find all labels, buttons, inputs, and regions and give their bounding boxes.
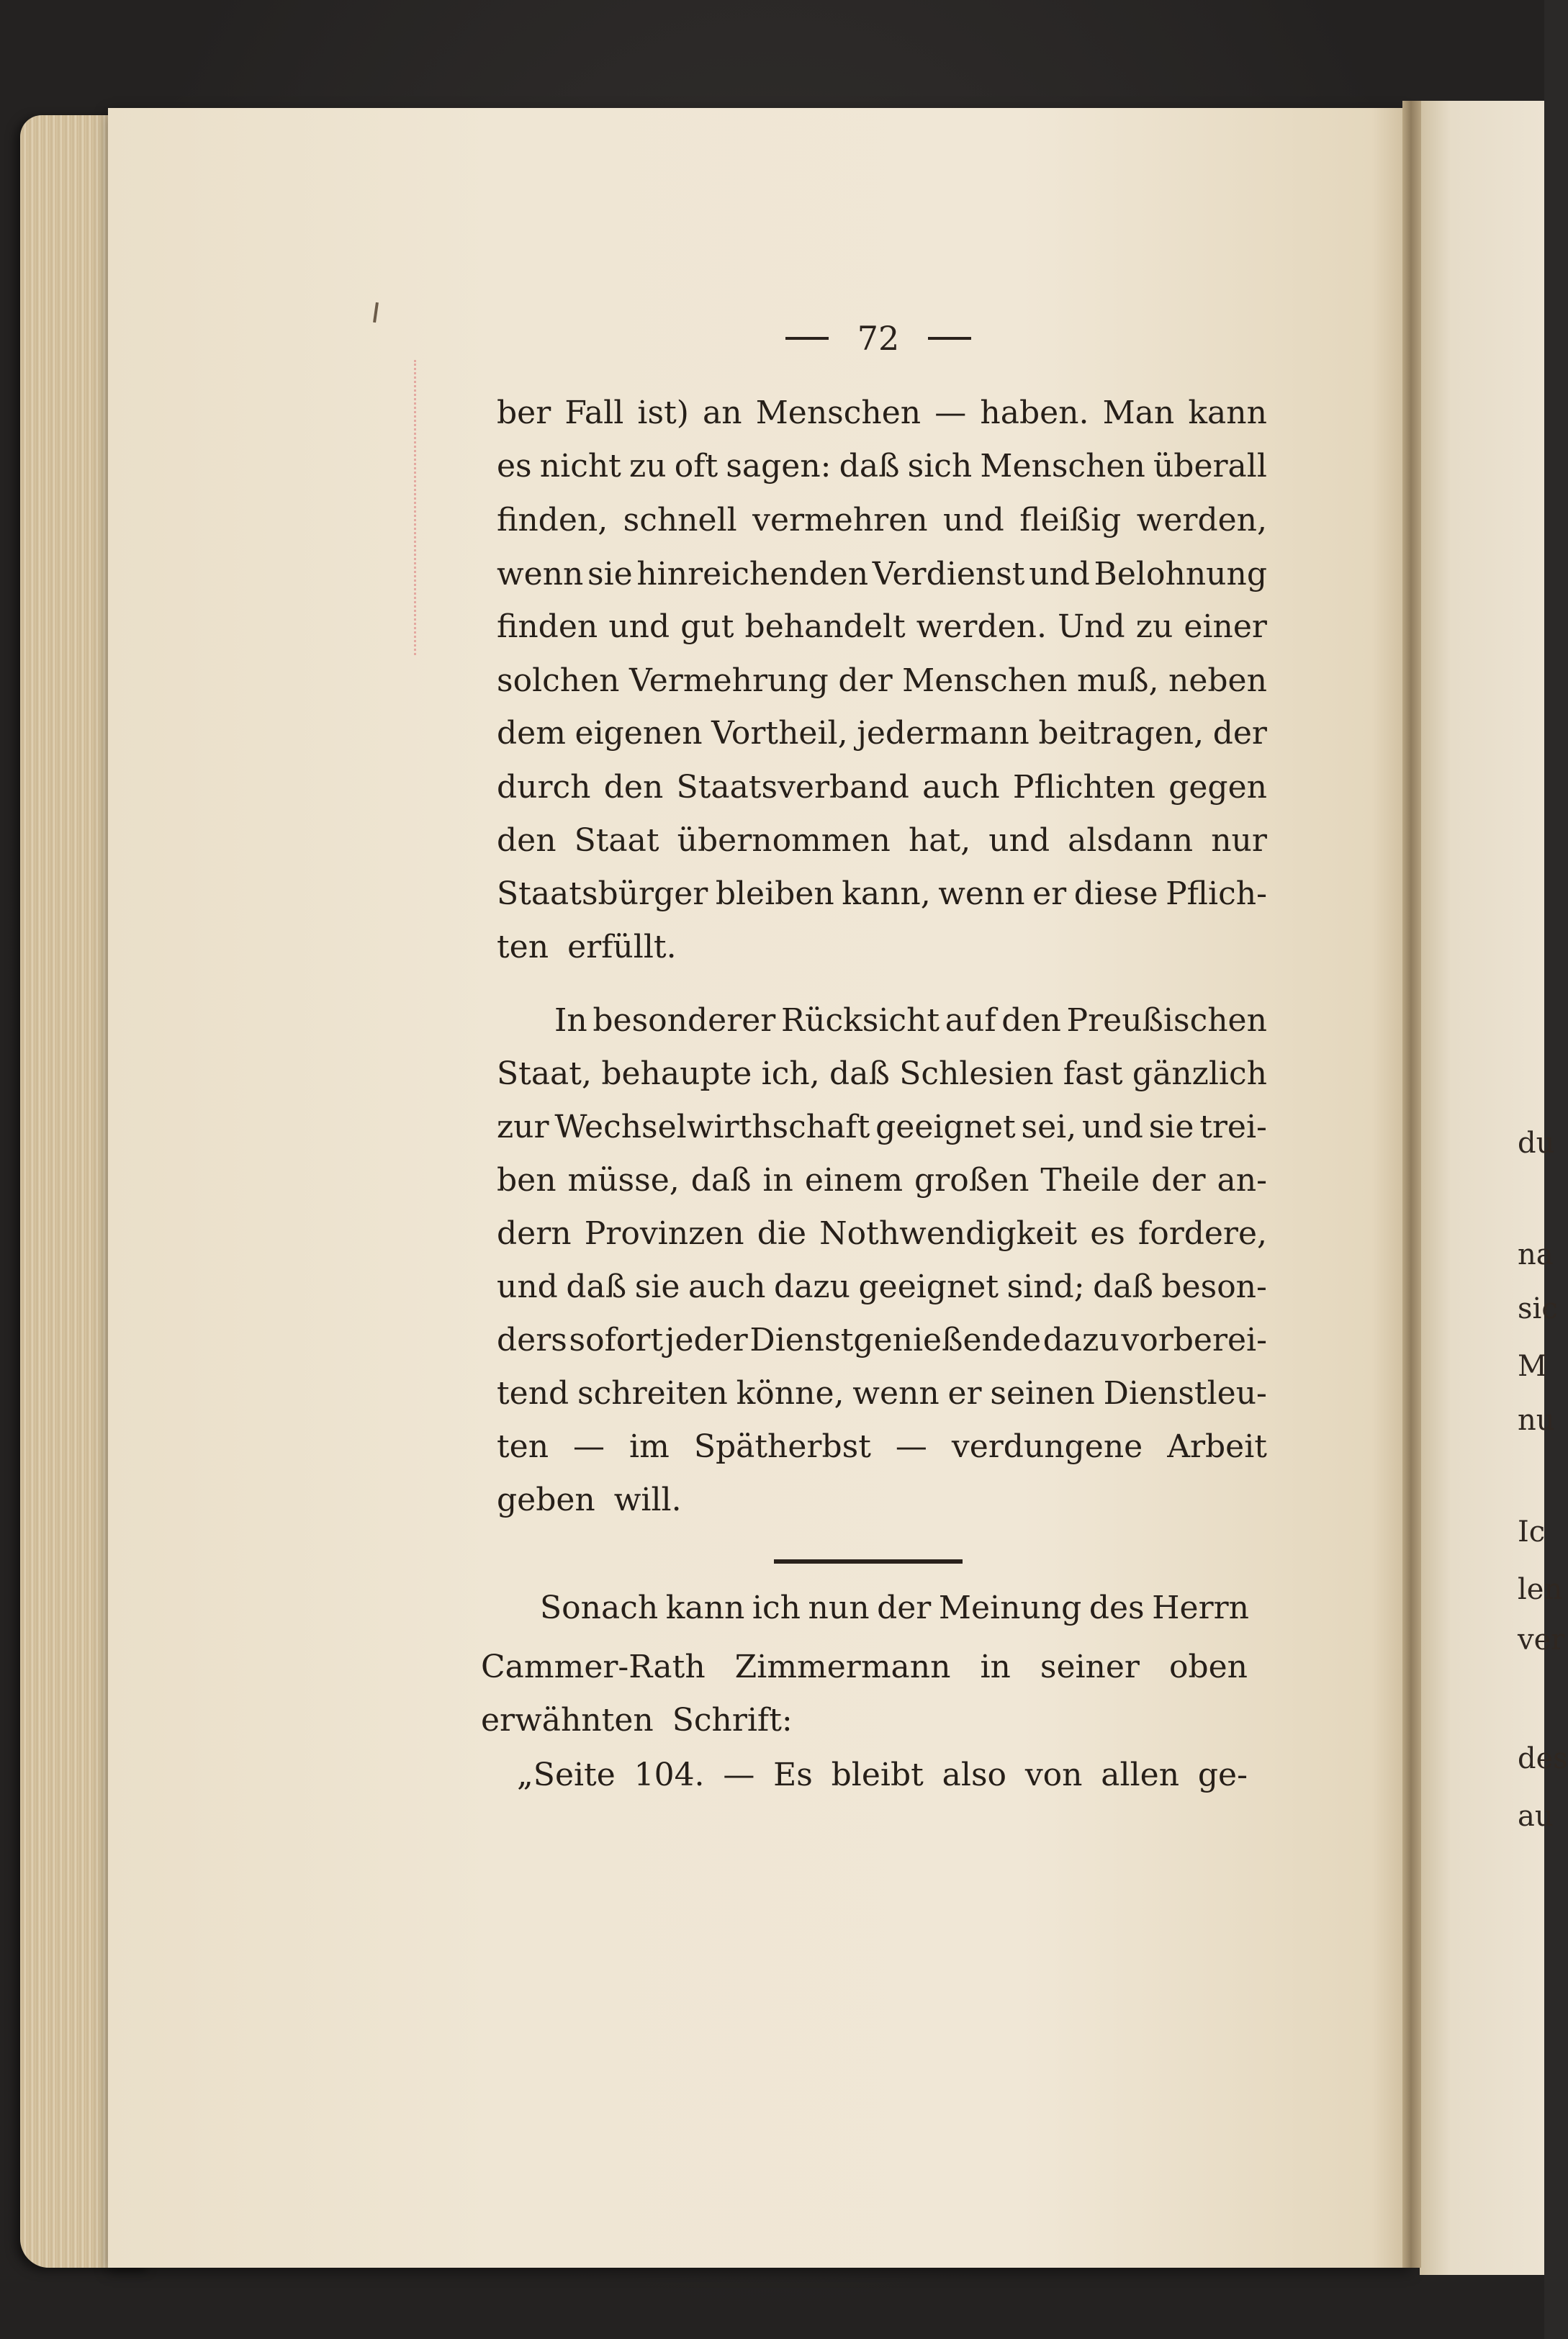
word: Fall <box>564 395 624 431</box>
right-page-fragment: M <box>1518 1350 1547 1383</box>
word: haben. <box>980 395 1089 431</box>
word: an- <box>1217 1162 1267 1199</box>
text-line <box>497 395 1267 438</box>
word: dazu <box>774 1268 850 1305</box>
word: Man <box>1102 395 1175 431</box>
word: nur <box>1211 822 1267 859</box>
word: Staat <box>574 822 659 859</box>
word: daß <box>1093 1268 1153 1305</box>
right-page-fragment: sic <box>1518 1292 1558 1325</box>
word: oben <box>1168 1649 1248 1685</box>
word: Es <box>773 1757 813 1793</box>
word: könne, <box>736 1375 844 1412</box>
word: daß <box>829 1055 890 1092</box>
word: wenn <box>852 1375 940 1412</box>
text-line <box>497 769 1267 812</box>
word: hat, <box>908 822 971 859</box>
word: auch <box>688 1268 766 1305</box>
text-line <box>497 1428 1267 1472</box>
word: erfüllt. <box>567 929 677 965</box>
word: Menschen <box>980 448 1145 485</box>
word: an <box>703 395 742 431</box>
word: er <box>1032 875 1067 912</box>
text-line <box>481 1649 1248 1692</box>
text-line <box>497 448 1267 491</box>
word: sie <box>634 1268 680 1305</box>
text-line <box>497 662 1267 706</box>
word: und <box>1082 1109 1143 1145</box>
word: einem <box>804 1162 904 1199</box>
word: tend <box>497 1375 569 1412</box>
word: wenn <box>938 875 1025 912</box>
word: — <box>895 1428 927 1465</box>
text-line <box>497 1268 1267 1312</box>
word: er <box>947 1375 982 1412</box>
word: Nothwendigkeit <box>819 1215 1078 1252</box>
word: in <box>980 1649 1011 1685</box>
word: solchen <box>497 662 620 699</box>
word: durch <box>497 769 591 806</box>
word: zu <box>629 448 667 485</box>
text-line <box>497 1055 1267 1099</box>
text-line <box>554 1002 1267 1045</box>
word: dazu <box>1042 1322 1119 1358</box>
word: Pflich- <box>1166 875 1267 912</box>
word: und <box>608 608 670 645</box>
word: ich, <box>761 1055 820 1092</box>
word: und <box>497 1268 558 1305</box>
word: es <box>497 448 532 485</box>
word: schreiten <box>577 1375 728 1412</box>
word: nicht <box>539 448 621 485</box>
word: und <box>988 822 1050 859</box>
right-page-fragment: ver <box>1518 1623 1565 1657</box>
word: großen <box>914 1162 1029 1199</box>
text-line <box>497 929 1267 972</box>
word: alsdann <box>1068 822 1194 859</box>
word: Wechselwirthschaft <box>554 1109 870 1145</box>
page-number-dash-right <box>928 337 971 340</box>
right-page-fragment: des <box>1518 1742 1568 1775</box>
text-line <box>497 1215 1267 1258</box>
word: dem <box>497 715 566 752</box>
word: werden. <box>916 608 1047 645</box>
page-number <box>763 317 993 360</box>
word: fordere, <box>1137 1215 1267 1252</box>
word: Rücksicht <box>781 1002 940 1039</box>
word: ten <box>497 929 549 965</box>
word: gegen <box>1168 769 1267 806</box>
right-page <box>1420 101 1544 2275</box>
word: sich <box>907 448 973 485</box>
word: daß <box>839 448 900 485</box>
word: gut <box>680 608 734 645</box>
right-page-fragment: len <box>1518 1573 1563 1606</box>
text-line <box>497 875 1267 919</box>
text-line <box>497 822 1267 865</box>
word: diese <box>1073 875 1158 912</box>
book-gutter <box>1402 101 1421 2268</box>
right-page-fragment: Ic <box>1518 1515 1546 1549</box>
word: seinen <box>990 1375 1095 1412</box>
word: vermehren <box>752 502 928 538</box>
word: der <box>838 662 893 699</box>
word: schnell <box>623 502 737 538</box>
word: finden <box>497 608 598 645</box>
word: allen <box>1101 1757 1180 1793</box>
word: Schrift: <box>672 1702 793 1739</box>
word: übernommen <box>677 822 891 859</box>
word: des <box>1089 1590 1145 1626</box>
word: — <box>723 1757 755 1793</box>
word: zur <box>497 1109 549 1145</box>
word: der <box>1151 1162 1206 1199</box>
word: den <box>497 822 557 859</box>
word: Herrn <box>1152 1590 1249 1626</box>
word: Arbeit <box>1167 1428 1267 1465</box>
word: 104. <box>634 1757 705 1793</box>
word: also <box>942 1757 1007 1793</box>
text-line <box>497 1482 1267 1525</box>
word: — <box>934 395 967 431</box>
word: und <box>1029 556 1090 592</box>
text-line <box>540 1590 1249 1633</box>
word: auf <box>945 1002 996 1039</box>
word: Staatsverband <box>676 769 909 806</box>
word: ders <box>497 1322 567 1358</box>
word: ist) <box>637 395 689 431</box>
word: besonderer <box>592 1002 776 1039</box>
word: hinreichenden <box>636 556 869 592</box>
text-line <box>497 715 1267 758</box>
text-line <box>497 1109 1267 1152</box>
word: Pflichten <box>1012 769 1155 806</box>
word: ber <box>497 395 551 431</box>
right-page-fragment: du <box>1518 1127 1555 1160</box>
word: vorberei- <box>1121 1322 1267 1358</box>
word: sagen: <box>726 448 832 485</box>
word: der <box>1212 715 1267 752</box>
word: oft <box>674 448 718 485</box>
word: „Seite <box>517 1757 616 1793</box>
text-line <box>497 1322 1267 1365</box>
text-line <box>517 1757 1248 1800</box>
word: kann <box>665 1590 745 1626</box>
word: behaupte <box>601 1055 752 1092</box>
word: in <box>762 1162 793 1199</box>
right-page-fragment: au <box>1518 1800 1554 1833</box>
word: Provinzen <box>584 1215 744 1252</box>
text-line <box>497 608 1267 652</box>
word: nun <box>808 1590 870 1626</box>
word: Meinung <box>938 1590 1082 1626</box>
word: Staat, <box>497 1055 592 1092</box>
word: bleibt <box>831 1757 924 1793</box>
word: gänzlich <box>1132 1055 1267 1092</box>
word: Spätherbst <box>693 1428 871 1465</box>
page-number-dash-left <box>785 337 829 340</box>
word: In <box>554 1002 587 1039</box>
page-number-text: 72 <box>857 319 900 358</box>
word: geeignet <box>858 1268 999 1305</box>
word: ben <box>497 1162 557 1199</box>
word: jedermann <box>857 715 1029 752</box>
word: ge- <box>1197 1757 1248 1793</box>
word: Belohnung <box>1094 556 1267 592</box>
word: Sonach <box>540 1590 659 1626</box>
word: auch <box>922 769 1000 806</box>
word: sei, <box>1021 1109 1077 1145</box>
word: erwähnten <box>481 1702 654 1739</box>
word: neben <box>1168 662 1267 699</box>
word: beson- <box>1161 1268 1267 1305</box>
word: geben <box>497 1482 595 1518</box>
word: den <box>603 769 664 806</box>
word: zu <box>1135 608 1173 645</box>
word: Vermehrung <box>629 662 829 699</box>
word: behandelt <box>744 608 906 645</box>
word: sind; <box>1006 1268 1085 1305</box>
right-page-fragment: na <box>1518 1238 1554 1271</box>
word: Cammer-Rath <box>481 1649 706 1685</box>
word: werden, <box>1136 502 1267 538</box>
word: der <box>877 1590 932 1626</box>
word: überall <box>1153 448 1267 485</box>
word: trei- <box>1199 1109 1267 1145</box>
word: dern <box>497 1215 572 1252</box>
word: wenn <box>497 556 584 592</box>
word: von <box>1024 1757 1083 1793</box>
word: daß <box>566 1268 627 1305</box>
word: — <box>573 1428 605 1465</box>
word: beitragen, <box>1038 715 1204 752</box>
text-line <box>497 1375 1267 1418</box>
word: muß, <box>1077 662 1159 699</box>
word: kann <box>1188 395 1267 431</box>
word: seiner <box>1040 1649 1140 1685</box>
word: ten <box>497 1428 549 1465</box>
word: es <box>1090 1215 1125 1252</box>
word: ich <box>752 1590 801 1626</box>
word: Verdienst <box>872 556 1025 592</box>
word: Schlesien <box>899 1055 1054 1092</box>
word: verdungene <box>951 1428 1143 1465</box>
word: eigenen <box>575 715 703 752</box>
word: den <box>1001 1002 1061 1039</box>
word: Dienstgenießende <box>749 1322 1042 1358</box>
word: im <box>629 1428 670 1465</box>
word: einer <box>1184 608 1267 645</box>
word: fleißig <box>1019 502 1122 538</box>
word: sie <box>587 556 633 592</box>
word: will. <box>613 1482 682 1518</box>
word: sofort <box>569 1322 664 1358</box>
word: daß <box>690 1162 752 1199</box>
text-line <box>481 1702 1251 1745</box>
word: jeder <box>664 1322 748 1358</box>
word: müsse, <box>567 1162 680 1199</box>
section-divider-rule <box>774 1559 963 1564</box>
word: Theile <box>1040 1162 1140 1199</box>
word: Vortheil, <box>711 715 848 752</box>
word: Und <box>1058 608 1125 645</box>
word: Menschen <box>902 662 1068 699</box>
word: die <box>757 1215 807 1252</box>
text-line <box>497 1162 1267 1205</box>
word: Dienstleu- <box>1103 1375 1267 1412</box>
word: finden, <box>497 502 608 538</box>
word: Staatsbürger <box>497 875 708 912</box>
word: geeignet <box>875 1109 1016 1145</box>
word: sie <box>1148 1109 1194 1145</box>
right-page-fragment: nu <box>1518 1404 1555 1437</box>
word: und <box>942 502 1004 538</box>
word: Menschen <box>755 395 922 431</box>
word: Zimmermann <box>734 1649 951 1685</box>
word: kann, <box>842 875 931 912</box>
word: Preußischen <box>1066 1002 1267 1039</box>
word: fast <box>1063 1055 1123 1092</box>
margin-annotation-mark <box>414 360 431 655</box>
text-line <box>497 556 1267 599</box>
text-line <box>497 502 1267 545</box>
word: bleiben <box>715 875 834 912</box>
